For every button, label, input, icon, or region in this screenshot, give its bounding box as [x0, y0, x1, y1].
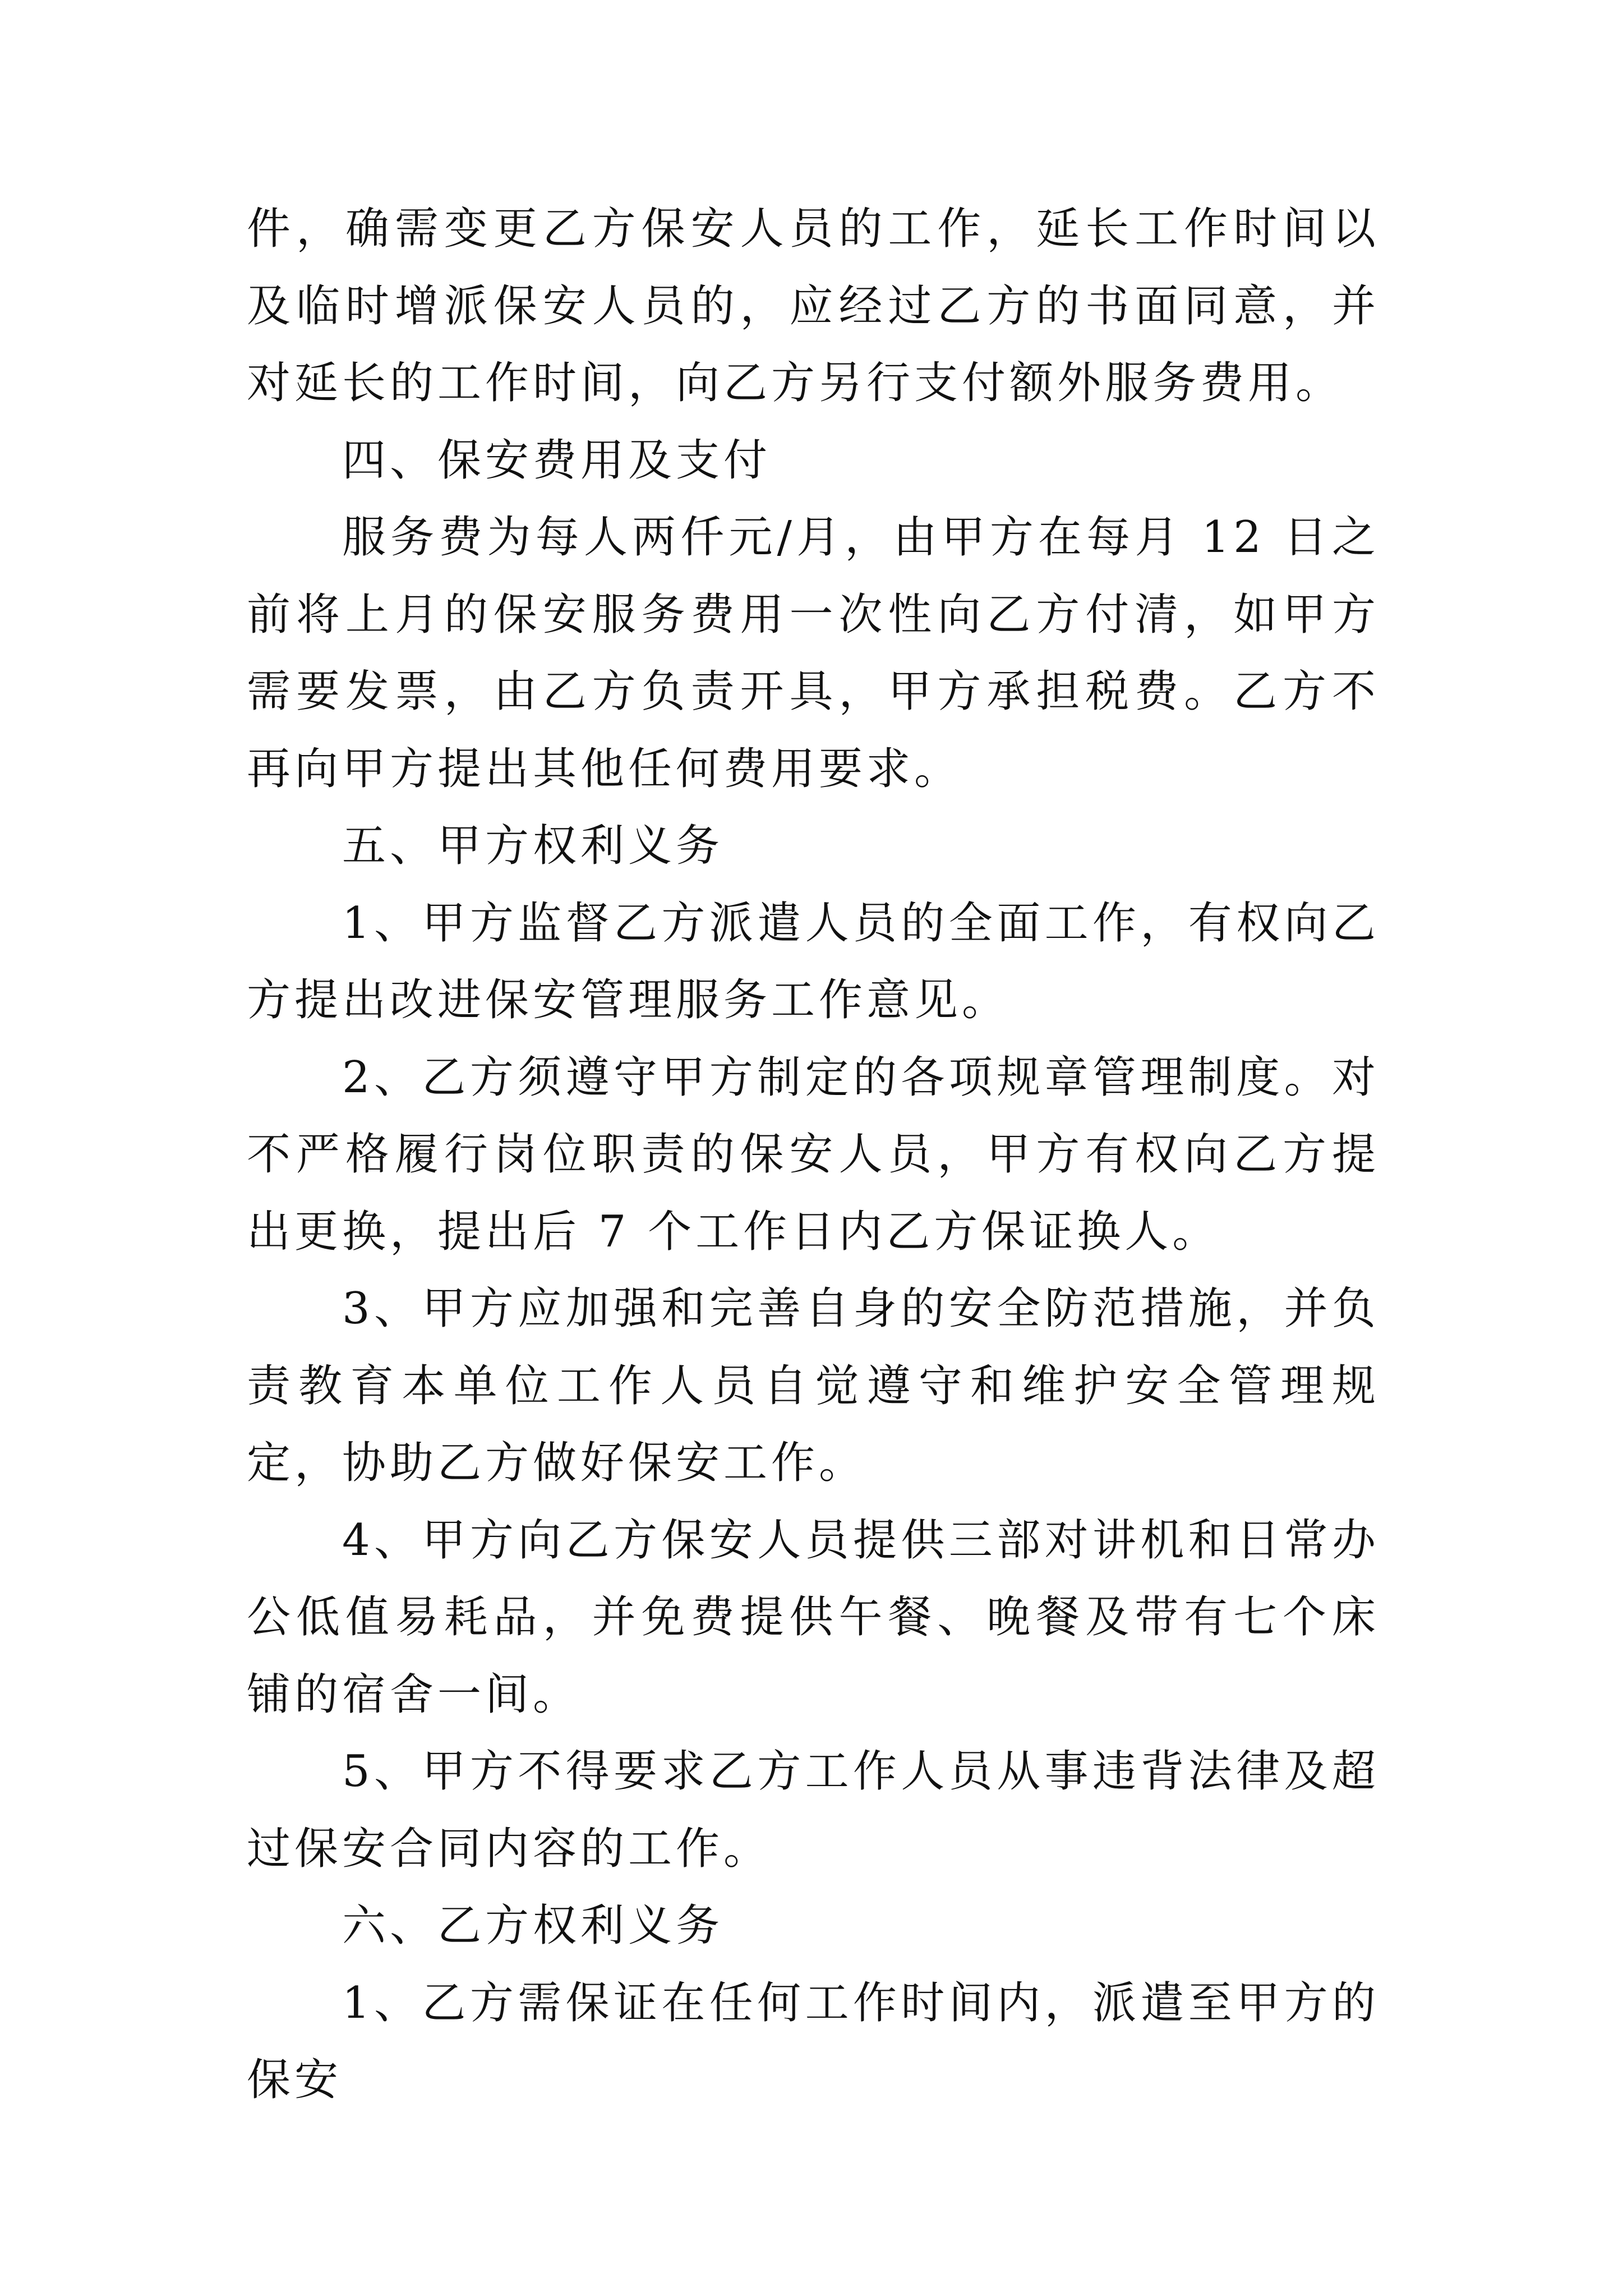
document-body [247, 191, 1380, 2119]
section-heading-party-a: 五、甲方权利义务 [342, 821, 724, 871]
paragraph-party-a-3: 3、甲方应加强和完善自身的安全防范措施，并负责教育本单位工作人员自觉遵守和维护安全管理规定，协助乙方做好保安工作。 [247, 1283, 1380, 1488]
paragraph-fee: 服务费为每人两仟元/月，由甲方在每月 12 日之前将上月的保安服务费用一次性向乙方付清，如甲方需要发票，由乙方负责开具，甲方承担税费。乙方不再向甲方提出其他任何费用要求。 [247, 512, 1380, 794]
paragraph-party-a-5: 5、甲方不得要求乙方工作人员从事违背法律及超过保安合同内容的工作。 [247, 1746, 1380, 1874]
paragraph-continuation: 件，确需变更乙方保安人员的工作，延长工作时间以及临时增派保安人员的，应经过乙方的书面同意，并对延长的工作时间，向乙方另行支付额外服务费用。 [247, 204, 1380, 408]
paragraph-party-a-4: 4、甲方向乙方保安人员提供三部对讲机和日常办公低值易耗品，并免费提供午餐、晚餐及带有七个床铺的宿舍一间。 [247, 1515, 1380, 1720]
paragraph-party-b-1: 1、乙方需保证在任何工作时间内，派遣至甲方的保安 [247, 1977, 1380, 2105]
section-heading-party-b: 六、乙方权利义务 [342, 1901, 724, 1951]
section-heading-fee: 四、保安费用及支付 [342, 435, 772, 486]
paragraph-party-a-2: 2、乙方须遵守甲方制定的各项规章管理制度。对不严格履行岗位职责的保安人员，甲方有权向乙方提出更换，提出后 7 个工作日内乙方保证换人。 [247, 1052, 1380, 1257]
paragraph-party-a-1: 1、甲方监督乙方派遣人员的全面工作，有权向乙方提出改进保安管理服务工作意见。 [247, 898, 1380, 1025]
